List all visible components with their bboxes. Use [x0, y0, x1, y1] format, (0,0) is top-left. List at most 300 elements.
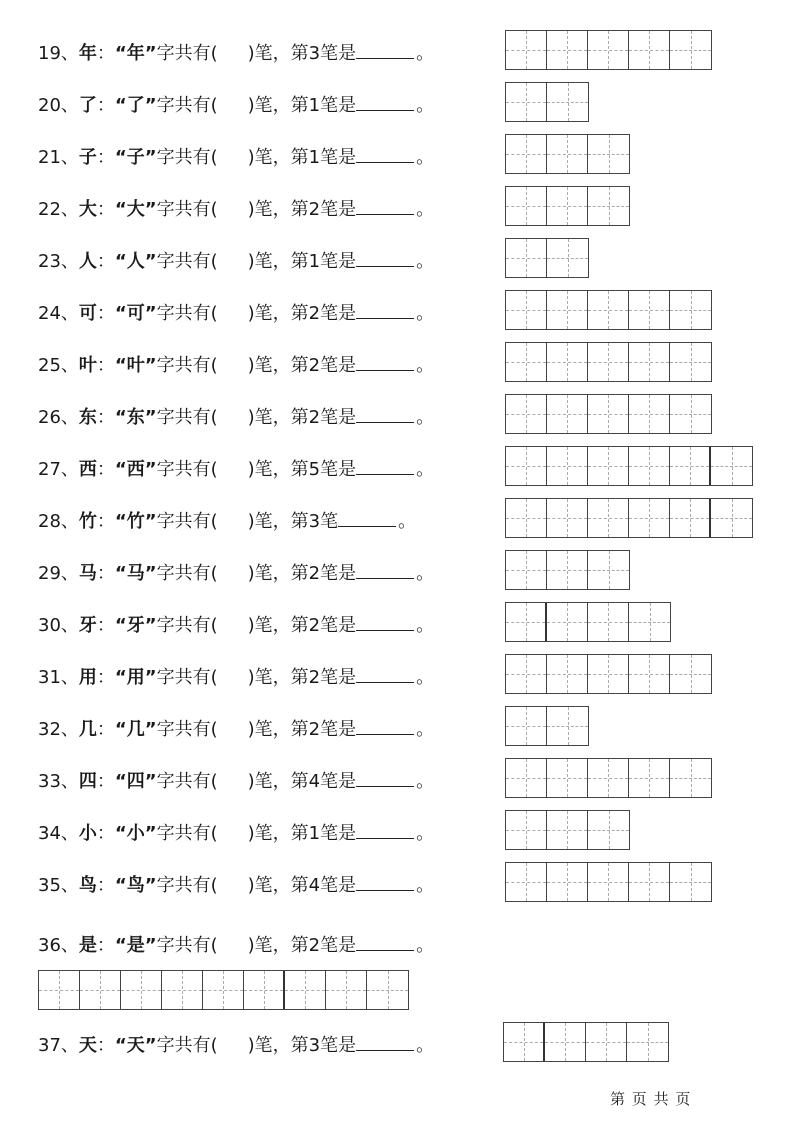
grid-cell[interactable] — [547, 551, 588, 589]
page-footer — [610, 1088, 691, 1109]
grid-cell[interactable] — [547, 239, 588, 277]
question-text: 29、马：“马”字共有( )笔，第2笔是 。 — [38, 563, 435, 584]
stroke-number: 1 — [308, 251, 321, 272]
grid-cell[interactable] — [588, 759, 629, 797]
question-char: 鸟 — [78, 875, 97, 896]
question-text: 31、用：“用”字共有( )笔，第2笔是 。 — [38, 667, 435, 688]
stroke-prefix: 笔，第 — [254, 615, 309, 636]
grid-cell[interactable] — [547, 655, 588, 693]
question-row — [0, 1022, 793, 1062]
stroke-suffix: 笔是 — [320, 1035, 357, 1056]
question-char: 叶 — [78, 355, 97, 376]
grid-cell[interactable] — [629, 655, 670, 693]
stroke-number: 2 — [308, 199, 321, 220]
grid-cell[interactable] — [588, 863, 629, 901]
tianzige-grid[interactable] — [505, 186, 630, 226]
stroke-prefix: 笔，第 — [254, 95, 309, 116]
end-mark: 。 — [416, 771, 435, 792]
question-row — [0, 446, 793, 486]
grid-cell[interactable] — [547, 759, 588, 797]
question-number: 35 — [38, 875, 61, 896]
answer-blank[interactable] — [356, 876, 414, 891]
stroke-suffix: 笔是 — [320, 771, 357, 792]
answer-blank[interactable] — [356, 200, 414, 215]
paren-open: ( — [210, 563, 218, 584]
stroke-prefix: 笔，第 — [254, 251, 309, 272]
stroke-suffix: 笔是 — [320, 823, 357, 844]
question-number: 20 — [38, 95, 61, 116]
stroke-prefix: 笔，第 — [254, 935, 309, 956]
end-mark: 。 — [416, 95, 435, 116]
grid-cell[interactable] — [629, 343, 670, 381]
answer-blank[interactable] — [356, 564, 414, 579]
grid-cell[interactable] — [39, 971, 80, 1009]
grid-cell[interactable] — [121, 971, 162, 1009]
end-mark: 。 — [416, 251, 435, 272]
count-label: 字共有 — [156, 511, 211, 532]
grid-cell[interactable] — [547, 395, 588, 433]
question-char: 牙 — [78, 615, 97, 636]
grid-cell[interactable] — [504, 1023, 545, 1061]
paren-open: ( — [210, 823, 218, 844]
question-row — [0, 810, 793, 850]
paren-close: ) — [247, 875, 255, 896]
grid-cell[interactable] — [506, 187, 547, 225]
paren-open: ( — [210, 251, 218, 272]
grid-cell[interactable] — [547, 135, 588, 173]
stroke-number: 3 — [308, 1035, 321, 1056]
question-char: 马 — [78, 563, 97, 584]
grid-cell[interactable] — [711, 447, 752, 485]
question-number: 23 — [38, 251, 61, 272]
grid-cell[interactable] — [588, 499, 629, 537]
question-text: 20、了：“了”字共有( )笔，第1笔是 。 — [38, 95, 435, 116]
paren-close: ) — [247, 43, 255, 64]
grid-cell[interactable] — [629, 291, 670, 329]
grid-cell[interactable] — [367, 971, 408, 1009]
grid-cell[interactable] — [547, 343, 588, 381]
count-label: 字共有 — [156, 719, 211, 740]
tianzige-grid[interactable] — [505, 342, 712, 382]
stroke-prefix: 笔，第 — [254, 511, 309, 532]
end-mark: 。 — [416, 563, 435, 584]
grid-cell[interactable] — [711, 499, 752, 537]
grid-cell[interactable] — [506, 343, 547, 381]
question-text: 22、大：“大”字共有( )笔，第2笔是 。 — [38, 199, 435, 220]
stroke-number: 2 — [308, 563, 321, 584]
grid-cell[interactable] — [629, 395, 670, 433]
paren-close: ) — [247, 407, 255, 428]
answer-blank[interactable] — [356, 408, 414, 423]
answer-blank[interactable] — [356, 460, 414, 475]
grid-cell[interactable] — [506, 239, 547, 277]
answer-blank[interactable] — [356, 936, 414, 951]
question-row — [0, 186, 793, 226]
question-number: 25 — [38, 355, 61, 376]
stroke-number: 2 — [308, 303, 321, 324]
question-text: 21、子：“子”字共有( )笔，第1笔是 。 — [38, 147, 435, 168]
grid-cell[interactable] — [547, 291, 588, 329]
footer-gong: 共 — [653, 1090, 670, 1108]
question-number: 27 — [38, 459, 61, 480]
grid-cell[interactable] — [588, 187, 629, 225]
tianzige-grid[interactable] — [505, 238, 589, 278]
paren-open: ( — [210, 459, 218, 480]
paren-open: ( — [210, 511, 218, 532]
end-mark: 。 — [416, 823, 435, 844]
grid-cell[interactable] — [629, 447, 670, 485]
tianzige-grid[interactable] — [505, 498, 753, 538]
stroke-suffix: 笔是 — [320, 95, 357, 116]
question-text: 23、人：“人”字共有( )笔，第1笔是 。 — [38, 251, 435, 272]
question-text: 37、天：“天”字共有( )笔，第3笔是 。 — [38, 1035, 435, 1056]
question-char: 天 — [78, 1035, 97, 1056]
paren-open: ( — [210, 303, 218, 324]
stroke-prefix: 笔，第 — [254, 43, 309, 64]
grid-cell[interactable] — [588, 447, 629, 485]
paren-open: ( — [210, 719, 218, 740]
question-text: 25、叶：“叶”字共有( )笔，第2笔是 。 — [38, 355, 435, 376]
grid-cell[interactable] — [547, 603, 588, 641]
question-number: 29 — [38, 563, 61, 584]
grid-cell[interactable] — [670, 447, 711, 485]
grid-cell[interactable] — [586, 1023, 627, 1061]
paren-close: ) — [247, 615, 255, 636]
count-label: 字共有 — [156, 147, 211, 168]
grid-cell[interactable] — [588, 135, 629, 173]
grid-cell[interactable] — [629, 863, 670, 901]
grid-cell[interactable] — [588, 603, 629, 641]
quoted-char: 马 — [126, 563, 145, 584]
stroke-number: 2 — [308, 355, 321, 376]
tianzige-grid[interactable] — [503, 1022, 669, 1062]
stroke-suffix: 笔是 — [320, 251, 357, 272]
question-row — [0, 654, 793, 694]
paren-open: ( — [210, 875, 218, 896]
answer-blank[interactable] — [356, 772, 414, 787]
count-label: 字共有 — [156, 95, 211, 116]
question-row — [0, 922, 793, 962]
grid-cell[interactable] — [627, 1023, 668, 1061]
grid-cell[interactable] — [670, 759, 711, 797]
question-row — [0, 238, 793, 278]
stroke-prefix: 笔，第 — [254, 875, 309, 896]
stroke-number: 2 — [308, 935, 321, 956]
answer-blank[interactable] — [356, 148, 414, 163]
grid-cell[interactable] — [506, 31, 547, 69]
paren-open: ( — [210, 615, 218, 636]
paren-close: ) — [247, 303, 255, 324]
grid-cell[interactable] — [547, 187, 588, 225]
grid-cell[interactable] — [545, 1023, 586, 1061]
quoted-char: 西 — [126, 459, 145, 480]
grid-cell[interactable] — [506, 811, 547, 849]
stroke-prefix: 笔，第 — [254, 199, 309, 220]
question-number: 36 — [38, 935, 61, 956]
grid-cell[interactable] — [547, 707, 588, 745]
grid-cell[interactable] — [588, 811, 629, 849]
grid-cell[interactable] — [244, 971, 285, 1009]
grid-cell[interactable] — [588, 551, 629, 589]
stroke-prefix: 笔，第 — [254, 407, 309, 428]
end-mark: 。 — [416, 147, 435, 168]
stroke-suffix: 笔是 — [320, 355, 357, 376]
paren-close: ) — [247, 667, 255, 688]
quoted-char: 是 — [126, 935, 145, 956]
count-label: 字共有 — [156, 935, 211, 956]
grid-cell[interactable] — [670, 31, 711, 69]
quoted-char: 四 — [126, 771, 145, 792]
grid-cell[interactable] — [506, 499, 547, 537]
stroke-number: 4 — [308, 875, 321, 896]
paren-close: ) — [247, 771, 255, 792]
grid-cell[interactable] — [506, 863, 547, 901]
grid-cell[interactable] — [547, 31, 588, 69]
tianzige-grid[interactable] — [505, 134, 630, 174]
question-char: 子 — [78, 147, 97, 168]
count-label: 字共有 — [156, 199, 211, 220]
tianzige-grid[interactable] — [505, 654, 712, 694]
tianzige-grid[interactable] — [505, 862, 712, 902]
grid-cell[interactable] — [547, 83, 588, 121]
question-number: 34 — [38, 823, 61, 844]
tianzige-grid[interactable] — [505, 290, 712, 330]
tianzige-grid[interactable] — [505, 550, 630, 590]
quoted-char: 了 — [126, 95, 145, 116]
question-text: 35、鸟：“鸟”字共有( )笔，第4笔是 。 — [38, 875, 435, 896]
stroke-prefix: 笔，第 — [254, 771, 309, 792]
stroke-suffix: 笔是 — [320, 719, 357, 740]
question-number: 21 — [38, 147, 61, 168]
paren-close: ) — [247, 459, 255, 480]
stroke-prefix: 笔，第 — [254, 355, 309, 376]
end-mark: 。 — [416, 1035, 435, 1056]
answer-blank[interactable] — [356, 356, 414, 371]
grid-cell[interactable] — [629, 31, 670, 69]
question-char: 几 — [78, 719, 97, 740]
quoted-char: 年 — [126, 43, 145, 64]
grid-cell[interactable] — [629, 759, 670, 797]
grid-cell[interactable] — [506, 135, 547, 173]
paren-close: ) — [247, 935, 255, 956]
grid-cell[interactable] — [629, 499, 670, 537]
paren-close: ) — [247, 823, 255, 844]
question-row — [0, 550, 793, 590]
grid-cell[interactable] — [588, 395, 629, 433]
stroke-suffix: 笔是 — [320, 43, 357, 64]
quoted-char: 用 — [126, 667, 145, 688]
tianzige-grid[interactable] — [505, 758, 712, 798]
question-text: 27、西：“西”字共有( )笔，第5笔是 。 — [38, 459, 435, 480]
question-char: 大 — [78, 199, 97, 220]
question-char: 小 — [78, 823, 97, 844]
grid-cell[interactable] — [588, 343, 629, 381]
answer-blank[interactable] — [356, 44, 414, 59]
paren-close: ) — [247, 563, 255, 584]
stroke-prefix: 笔，第 — [254, 563, 309, 584]
stroke-number: 1 — [308, 147, 321, 168]
tianzige-grid[interactable] — [505, 706, 589, 746]
grid-cell[interactable] — [670, 343, 711, 381]
grid-cell[interactable] — [670, 395, 711, 433]
stroke-prefix: 笔，第 — [254, 823, 309, 844]
footer-di: 第 — [610, 1090, 627, 1108]
grid-cell[interactable] — [629, 603, 670, 641]
end-mark: 。 — [416, 667, 435, 688]
count-label: 字共有 — [156, 303, 211, 324]
paren-open: ( — [210, 771, 218, 792]
tianzige-grid[interactable] — [505, 446, 753, 486]
count-label: 字共有 — [156, 355, 211, 376]
tianzige-grid[interactable] — [505, 602, 671, 642]
answer-blank[interactable] — [356, 616, 414, 631]
tianzige-grid[interactable] — [505, 82, 589, 122]
end-mark: 。 — [416, 303, 435, 324]
grid-cell[interactable] — [162, 971, 203, 1009]
answer-blank[interactable] — [356, 252, 414, 267]
answer-blank[interactable] — [356, 304, 414, 319]
stroke-suffix: 笔是 — [320, 615, 357, 636]
grid-cell[interactable] — [547, 811, 588, 849]
quoted-char: 几 — [126, 719, 145, 740]
count-label: 字共有 — [156, 251, 211, 272]
stroke-suffix: 笔是 — [320, 303, 357, 324]
count-label: 字共有 — [156, 875, 211, 896]
grid-cell[interactable] — [670, 499, 711, 537]
question-number: 28 — [38, 511, 61, 532]
stroke-number: 2 — [308, 615, 321, 636]
quoted-char: 大 — [126, 199, 145, 220]
answer-blank[interactable] — [338, 512, 396, 527]
stroke-number: 2 — [308, 407, 321, 428]
question-char: 竹 — [78, 511, 97, 532]
quoted-char: 牙 — [126, 615, 145, 636]
stroke-number: 4 — [308, 771, 321, 792]
paren-close: ) — [247, 719, 255, 740]
question-number: 33 — [38, 771, 61, 792]
end-mark: 。 — [416, 355, 435, 376]
quoted-char: 竹 — [126, 511, 145, 532]
question-char: 可 — [78, 303, 97, 324]
grid-cell[interactable] — [80, 971, 121, 1009]
question-number: 26 — [38, 407, 61, 428]
count-label: 字共有 — [156, 43, 211, 64]
end-mark: 。 — [398, 511, 417, 532]
grid-cell[interactable] — [547, 447, 588, 485]
paren-close: ) — [247, 199, 255, 220]
answer-blank[interactable] — [356, 96, 414, 111]
end-mark: 。 — [416, 875, 435, 896]
question-row — [0, 290, 793, 330]
grid-cell[interactable] — [547, 863, 588, 901]
grid-cell[interactable] — [506, 291, 547, 329]
paren-open: ( — [210, 1035, 218, 1056]
stroke-suffix: 笔是 — [320, 407, 357, 428]
end-mark: 。 — [416, 407, 435, 428]
quoted-char: 鸟 — [126, 875, 145, 896]
question-row — [0, 30, 793, 70]
paren-close: ) — [247, 355, 255, 376]
grid-cell[interactable] — [285, 971, 326, 1009]
grid-cell[interactable] — [547, 499, 588, 537]
grid-cell[interactable] — [506, 707, 547, 745]
count-label: 字共有 — [156, 823, 211, 844]
grid-cell[interactable] — [506, 603, 547, 641]
tianzige-grid[interactable] — [505, 394, 712, 434]
paren-open: ( — [210, 407, 218, 428]
answer-blank[interactable] — [356, 1036, 414, 1051]
question-row — [0, 706, 793, 746]
question-text: 24、可：“可”字共有( )笔，第2笔是 。 — [38, 303, 435, 324]
stroke-suffix: 笔 — [320, 511, 339, 532]
grid-cell[interactable] — [506, 447, 547, 485]
count-label: 字共有 — [156, 1035, 211, 1056]
footer-ye-total: 页 — [675, 1090, 692, 1108]
grid-cell[interactable] — [670, 291, 711, 329]
question-text: 36、是：“是”字共有( )笔，第2笔是 。 — [38, 935, 435, 956]
grid-cell[interactable] — [203, 971, 244, 1009]
grid-cell[interactable] — [506, 655, 547, 693]
grid-cell[interactable] — [326, 971, 367, 1009]
count-label: 字共有 — [156, 771, 211, 792]
quoted-char: 叶 — [126, 355, 145, 376]
tianzige-grid[interactable] — [505, 810, 630, 850]
quoted-char: 东 — [126, 407, 145, 428]
grid-cell[interactable] — [506, 395, 547, 433]
stroke-suffix: 笔是 — [320, 459, 357, 480]
question-char: 人 — [78, 251, 97, 272]
quoted-char: 子 — [126, 147, 145, 168]
stroke-number: 2 — [308, 719, 321, 740]
question-number: 32 — [38, 719, 61, 740]
stroke-prefix: 笔，第 — [254, 459, 309, 480]
tianzige-grid[interactable] — [505, 30, 712, 70]
grid-cell[interactable] — [506, 83, 547, 121]
paren-close: ) — [247, 95, 255, 116]
stroke-number: 3 — [308, 511, 321, 532]
question-row — [0, 498, 793, 538]
answer-blank[interactable] — [356, 720, 414, 735]
grid-cell[interactable] — [670, 655, 711, 693]
paren-open: ( — [210, 95, 218, 116]
answer-blank[interactable] — [356, 824, 414, 839]
stroke-number: 1 — [308, 823, 321, 844]
question-number: 37 — [38, 1035, 61, 1056]
stroke-prefix: 笔，第 — [254, 147, 309, 168]
count-label: 字共有 — [156, 667, 211, 688]
grid-cell[interactable] — [588, 655, 629, 693]
question-char: 东 — [78, 407, 97, 428]
tianzige-grid[interactable] — [38, 970, 409, 1010]
stroke-suffix: 笔是 — [320, 199, 357, 220]
grid-cell[interactable] — [588, 31, 629, 69]
grid-cell[interactable] — [506, 551, 547, 589]
end-mark: 。 — [416, 43, 435, 64]
question-char: 年 — [78, 43, 97, 64]
grid-cell[interactable] — [506, 759, 547, 797]
question-text: 32、几：“几”字共有( )笔，第2笔是 。 — [38, 719, 435, 740]
question-number: 24 — [38, 303, 61, 324]
question-number: 22 — [38, 199, 61, 220]
quoted-char: 人 — [126, 251, 145, 272]
grid-cell[interactable] — [588, 291, 629, 329]
answer-blank[interactable] — [356, 668, 414, 683]
stroke-suffix: 笔是 — [320, 563, 357, 584]
count-label: 字共有 — [156, 615, 211, 636]
count-label: 字共有 — [156, 407, 211, 428]
grid-cell[interactable] — [670, 863, 711, 901]
question-number: 31 — [38, 667, 61, 688]
